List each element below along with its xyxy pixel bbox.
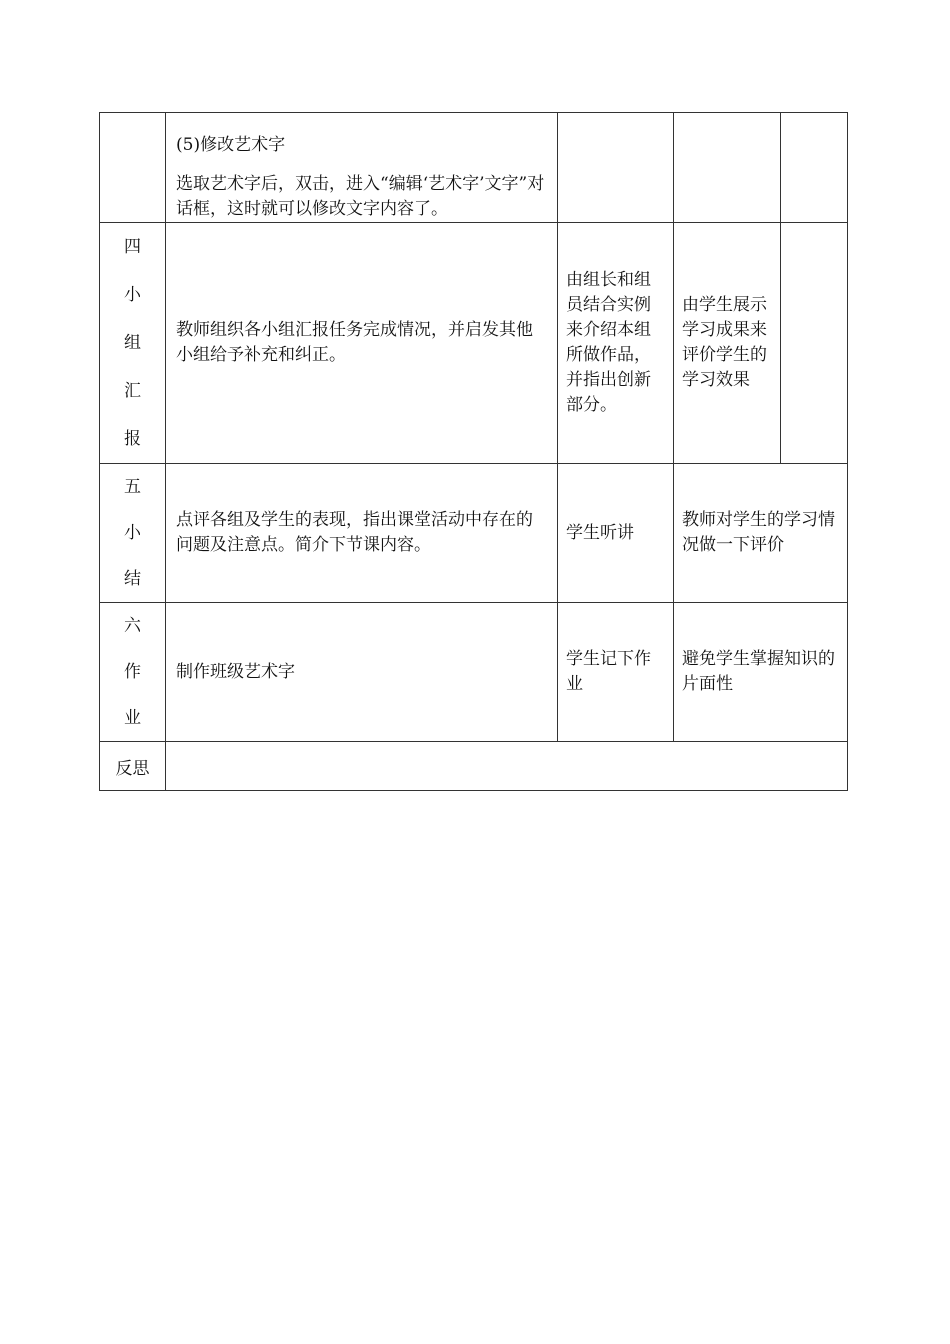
- table-row: [100, 464, 848, 603]
- student-activity-cell: 学生听讲: [558, 464, 674, 603]
- design-intent-cell: 教师对学生的学习情况做一下评价: [674, 464, 848, 603]
- step-title: (5)修改艺术字: [176, 135, 286, 155]
- design-intent-cell: 避免学生掌握知识的片面性: [674, 603, 848, 742]
- design-intent-cell: 由学生展示学习成果来评价学生的学习效果: [674, 223, 781, 464]
- stage-cell-empty: [100, 113, 166, 223]
- table-row: [100, 603, 848, 742]
- stage-char: 小: [124, 523, 141, 543]
- design-intent-cell: [674, 113, 781, 223]
- stage-char: 五: [124, 477, 141, 497]
- stage-char: 六: [124, 616, 141, 636]
- stage-char: 组: [124, 333, 141, 353]
- student-activity-cell: 由组长和组员结合实例来介绍本组所做作品，并指出创新部分。: [558, 223, 674, 464]
- step-body: 选取艺术字后，双击，进入“编辑‘艺术字’文字”对话框，这时就可以修改文字内容了。: [176, 174, 545, 219]
- student-activity-cell: [558, 113, 674, 223]
- stage-char: 四: [124, 237, 141, 257]
- table-row: [100, 113, 848, 223]
- stage-char: 结: [124, 569, 141, 589]
- teacher-activity-cell: 点评各组及学生的表现，指出课堂活动中存在的问题及注意点。简介下节课内容。: [166, 464, 558, 603]
- lesson-plan-table: [99, 112, 848, 791]
- stage-char: 报: [124, 429, 141, 449]
- table-row: [100, 742, 848, 791]
- student-activity-cell: 学生记下作业: [558, 603, 674, 742]
- teacher-activity-cell: 制作班级艺术字: [166, 603, 558, 742]
- stage-cell: [100, 223, 166, 464]
- extra-cell: [781, 113, 848, 223]
- extra-cell: [781, 223, 848, 464]
- stage-char: 作: [124, 662, 141, 682]
- stage-char: 小: [124, 285, 141, 305]
- reflection-label: 反思: [100, 742, 166, 791]
- teacher-activity-cell: 教师组织各小组汇报任务完成情况，并启发其他小组给予补充和纠正。: [166, 223, 558, 464]
- reflection-cell: [166, 742, 848, 791]
- teacher-activity-cell: [166, 113, 558, 223]
- stage-char: 汇: [124, 381, 141, 401]
- stage-cell: [100, 603, 166, 742]
- stage-char: 业: [124, 708, 141, 728]
- stage-cell: [100, 464, 166, 603]
- table-row: [100, 223, 848, 464]
